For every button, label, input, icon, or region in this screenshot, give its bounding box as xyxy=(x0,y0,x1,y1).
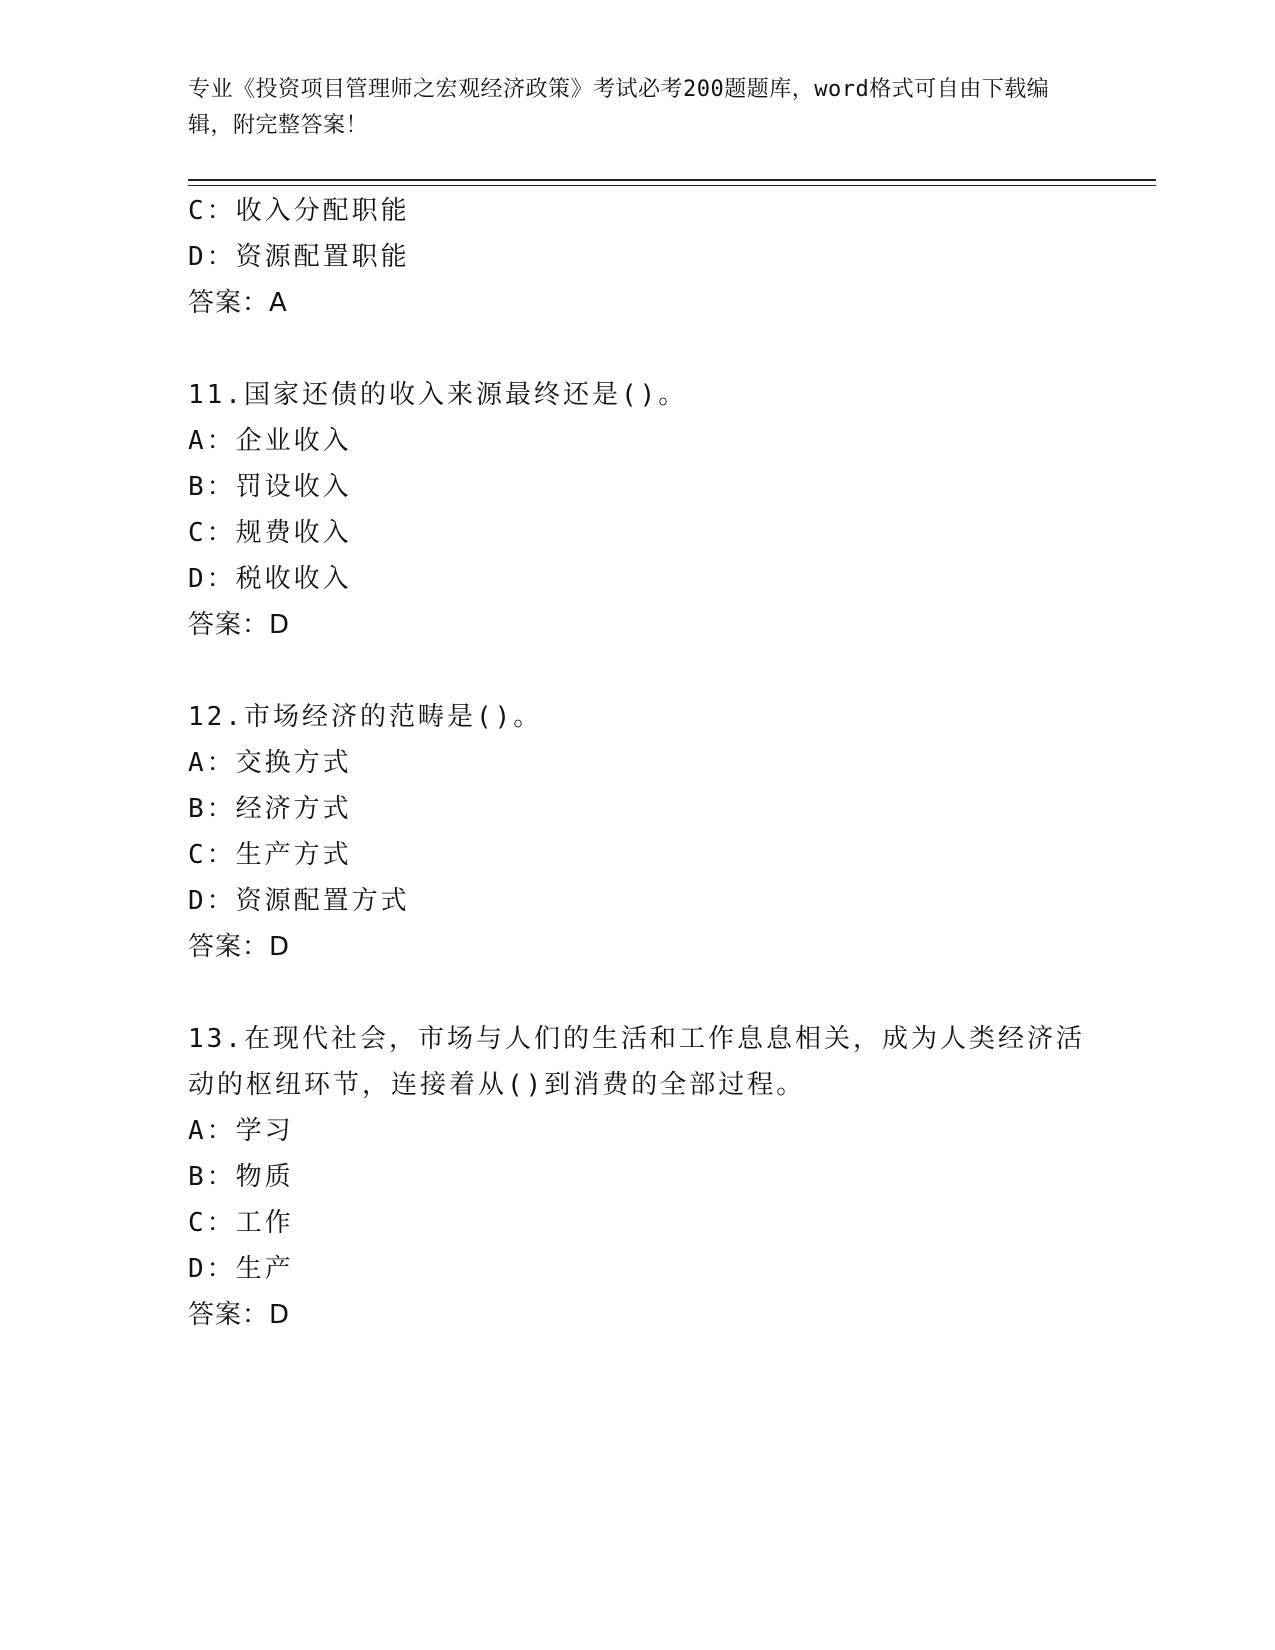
option-b: B：物质 xyxy=(188,1162,294,1192)
answer-line: 答案：D xyxy=(188,610,291,640)
spacer xyxy=(188,970,1088,1016)
spacer xyxy=(188,326,1088,372)
option-c: C：工作 xyxy=(188,1208,294,1238)
answer-line: 答案：D xyxy=(188,932,291,962)
option-a: A：企业收入 xyxy=(188,426,352,456)
question-12: 12.市场经济的范畴是()。 xyxy=(188,702,543,732)
option-b: B：经济方式 xyxy=(188,794,352,824)
option-c: C：生产方式 xyxy=(188,840,352,870)
option-d: D：生产 xyxy=(188,1254,294,1284)
option-a: A：学习 xyxy=(188,1116,294,1146)
question-13: 13.在现代社会，市场与人们的生活和工作息息相关，成为人类经济活动的枢纽环节，连接着从()到消费的全部过程。 xyxy=(188,1024,1085,1100)
option-d: D：资源配置职能 xyxy=(188,242,410,272)
answer-line: 答案：A xyxy=(188,288,288,318)
header-rule-thin xyxy=(188,185,1156,186)
option-c: C：规费收入 xyxy=(188,518,352,548)
question-content xyxy=(188,188,1088,1338)
option-c: C：收入分配职能 xyxy=(188,196,410,226)
spacer xyxy=(188,648,1088,694)
document-header: 专业《投资项目管理师之宏观经济政策》考试必考200题题库，word格式可自由下载编辑，附完整答案！ xyxy=(188,77,1050,138)
option-a: A：交换方式 xyxy=(188,748,352,778)
header-rule-thick xyxy=(188,179,1156,181)
question-11: 11.国家还债的收入来源最终还是()。 xyxy=(188,380,688,410)
option-d: D：资源配置方式 xyxy=(188,886,410,916)
answer-line: 答案：D xyxy=(188,1300,291,1330)
option-b: B：罚设收入 xyxy=(188,472,352,502)
option-d: D：税收收入 xyxy=(188,564,352,594)
